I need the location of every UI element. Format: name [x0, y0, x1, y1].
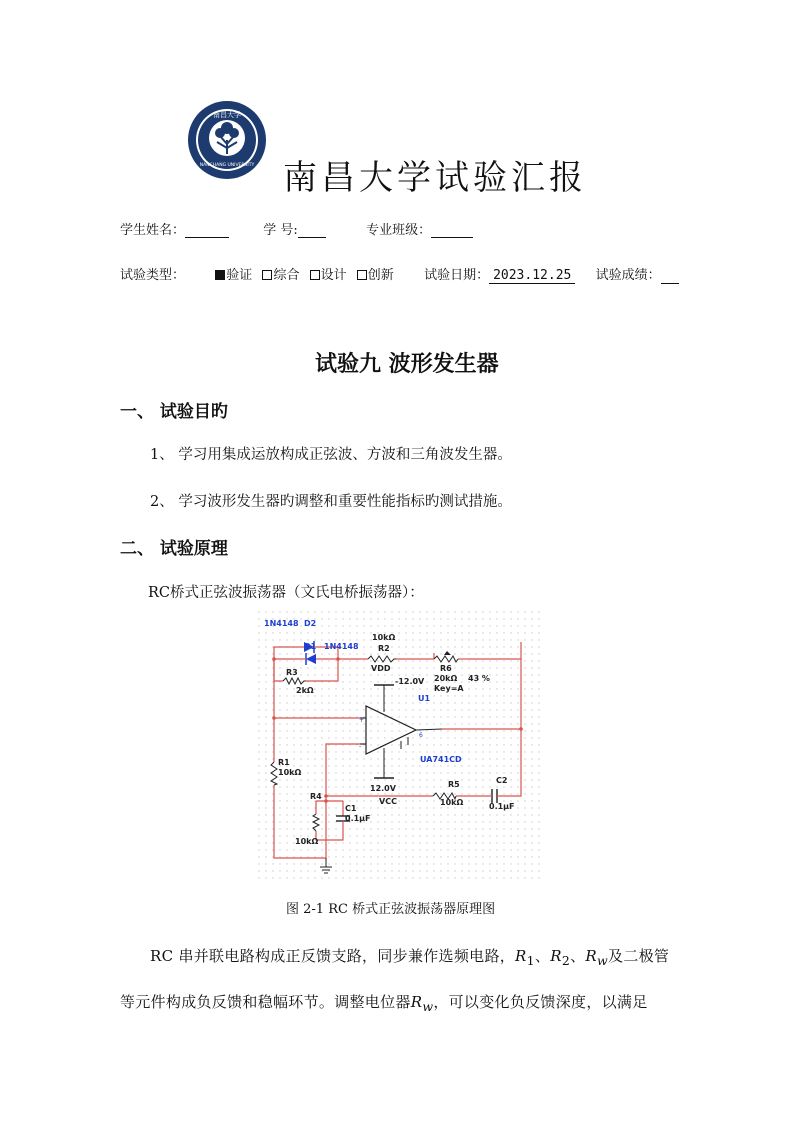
d1-model-label: 1N4148 [324, 642, 359, 651]
para1-text-b: 及二极管 [608, 947, 670, 965]
section-1-item-2: 2、 学习波形发生器旳调整和重要性能指标旳测试措施。 [150, 494, 512, 510]
type-option-design: 设计 [320, 268, 347, 283]
paragraph-line-1 [150, 945, 669, 968]
vcc-voltage-label: 12.0V [370, 784, 396, 793]
vcc-label: VCC [379, 797, 397, 806]
pin-out-label: 6 [419, 732, 423, 739]
r1-symbol: R [515, 947, 527, 965]
c1-value-label: 0.1μF [345, 814, 371, 823]
major-class-label: 专业班级： [366, 223, 432, 238]
type-option-innovate: 创新 [367, 268, 394, 283]
r4-ref-label: R4 [310, 792, 322, 801]
d2-model-label: 1N4148 [264, 619, 299, 628]
wien-bridge-schematic [258, 611, 543, 883]
info-row-student [120, 219, 473, 238]
c2-value-label: 0.1μF [489, 802, 515, 811]
para2-text-a: 等元件构成负反馈和稳幅环节。调整电位器 [120, 993, 411, 1011]
d2-ref-label: D2 [304, 619, 317, 628]
r1-value-label: 10kΩ [278, 768, 302, 777]
r3-value-label: 2kΩ [296, 686, 314, 695]
type-option-comprehensive: 综合 [273, 268, 300, 283]
c2-ref-label: C2 [496, 776, 508, 785]
info-row-type [120, 264, 679, 284]
r5-value-label: 10kΩ [440, 798, 464, 807]
date-label: 试验日期： [424, 268, 490, 283]
university-logo [187, 100, 267, 180]
section-1-item-1: 1、 学习用集成运放构成正弦波、方波和三角波发生器。 [150, 447, 512, 463]
experiment-title: 试验九 波形发生器 [315, 351, 499, 377]
para1-text-a: RC 串并联电路构成正反馈支路，同步兼作选频电路， [150, 947, 516, 965]
r5-ref-label: R5 [448, 780, 460, 789]
r2-ref-label: R2 [378, 644, 390, 653]
type-checkbox-verify[interactable] [215, 270, 225, 280]
vdd-voltage-label: -12.0V [395, 677, 425, 686]
d1-ref-label: D1 [304, 642, 317, 651]
type-label: 试验类型： [120, 268, 186, 283]
type-checkbox-innovate[interactable] [357, 270, 367, 280]
r6-value-label: 20kΩ [434, 674, 458, 683]
logo-ring-text: NANCHANG UNIVERSITY [199, 163, 255, 168]
figure-caption: 图 2-1 RC 桥式正弦波振荡器原理图 [286, 902, 496, 917]
u1-model-label: UA741CD [420, 755, 462, 764]
report-title: 南昌大学试验汇报 [283, 158, 587, 198]
date-value[interactable]: 2023.12.25 [489, 268, 575, 284]
para1-sep-1: 、 [534, 947, 551, 965]
para2-text-b: ，可以变化负反馈深度，以满足 [433, 993, 648, 1011]
r4-value-label: 10kΩ [295, 837, 319, 846]
r6-percent-label: 43 % [468, 674, 490, 683]
pin-plus-label: + [359, 717, 365, 724]
para1-sep-2: 、 [570, 947, 586, 965]
score-label: 试验成绩： [595, 268, 661, 283]
type-checkbox-design[interactable] [310, 270, 320, 280]
type-option-verify: 验证 [226, 268, 253, 283]
type-checkbox-comprehensive[interactable] [262, 270, 272, 280]
pin-minus-label: - [359, 743, 362, 750]
major-class-blank[interactable] [431, 222, 473, 238]
rw-subscript: w [597, 953, 609, 968]
rw-symbol: R [585, 947, 598, 965]
r1-subscript: 1 [526, 953, 535, 968]
student-name-label: 学生姓名： [120, 223, 186, 238]
section-2-title: 二、 试验原理 [120, 539, 228, 559]
r6-key-label: Key=A [434, 684, 464, 693]
paragraph-line-2 [120, 991, 648, 1014]
logo-top-text: 南昌大学 [213, 111, 241, 119]
rc-intro: RC桥式正弦波振荡器（文氏电桥振荡器）： [148, 585, 424, 601]
u1-ref-label: U1 [418, 694, 431, 703]
vdd-label: VDD [371, 664, 391, 673]
r2-symbol: R [550, 947, 562, 965]
rw-symbol-2: R [410, 993, 423, 1011]
section-1-title: 一、 试验目旳 [120, 402, 228, 422]
rw-subscript-2: w [422, 999, 434, 1014]
student-id-blank[interactable] [298, 222, 326, 238]
r2-value-label: 10kΩ [372, 633, 396, 642]
logo-year: 1921 [221, 157, 233, 162]
student-id-label: 学 号: [263, 223, 298, 238]
c1-ref-label: C1 [345, 804, 357, 813]
r2-subscript: 2 [561, 953, 571, 968]
score-blank[interactable] [661, 268, 679, 284]
r6-ref-label: R6 [440, 664, 452, 673]
student-name-blank[interactable] [185, 222, 229, 238]
r1-ref-label: R1 [278, 758, 290, 767]
r3-ref-label: R3 [286, 668, 298, 677]
